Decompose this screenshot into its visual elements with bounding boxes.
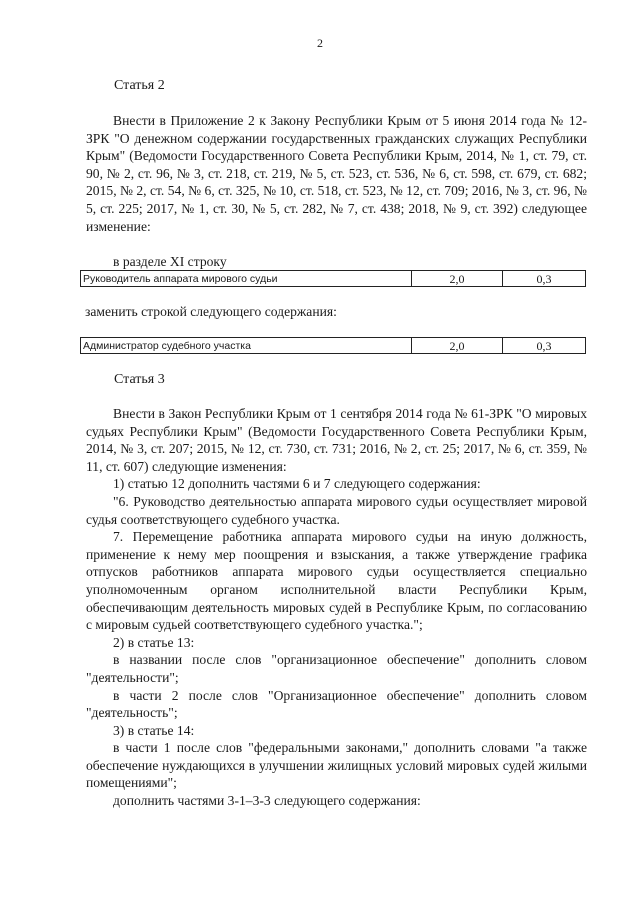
article-3-paragraph: 2) в статье 13: [113,634,195,650]
table-row [81,271,586,287]
article-2-heading: Статья 2 [114,78,165,93]
new-value1-cell: 2,0 [412,338,503,354]
article-3-paragraph: 1) статью 12 дополнить частями 6 и 7 следующего содержания: [113,476,481,492]
article-3-heading: Статья 3 [114,372,165,387]
article-3-paragraph: в названии после слов "организационное обеспечение" дополнить словом "деятельности"; [86,652,587,685]
article-3-body [86,405,587,810]
new-row-table [80,337,586,354]
table-row [81,338,586,354]
old-row-table [80,270,586,287]
old-position-cell: Руководитель аппарата мирового судьи [81,271,412,287]
article-3-paragraph: 7. Перемещение работника аппарата мирового судьи на иную должность, применение к нему мер поощрения и взыскания, а также утверждение графика отпусков работников аппарата мирового судьи осуществляется специально уполномоченным органом исполнительной власти Республики Крым, обеспечивающим деятельность мировых судей в Республике Крым, по согласованию с мировым судьей соответствующего судебного участка."; [86,529,587,633]
article-3-paragraph: 3) в статье 14: [113,722,195,738]
section-line: в разделе XI строку [113,254,227,269]
old-value2-cell: 0,3 [503,271,586,287]
replace-line: заменить строкой следующего содержания: [85,304,337,319]
article-2-paragraph: Внести в Приложение 2 к Закону Республики Крым от 5 июня 2014 года № 12-ЗРК "О денежном содержании государственных гражданских служащих Республики Крым" (Ведомости Государственного Совета Республики Крым, 2014, № 1, ст. 79, ст. 90, № 2, ст. 96, № 3, ст. 218, ст. 219, № 5, ст. 523, ст. 536, № 6, ст. 598, ст. 679, ст. 682; 2015, № 2, ст. 54, № 6, ст. 325, № 10, ст. 518, ст. 523, № 12, ст. 709; 2016, № 3, ст. 96, № 5, ст. 225; 2017, № 1, ст. 30, № 5, ст. 282, № 7, ст. 438; 2018, № 9, ст. 392) следующее изменение: [86,113,587,234]
article-3-paragraph: Внести в Закон Республики Крым от 1 сентября 2014 года № 61-ЗРК "О мировых судьях Республики Крым" (Ведомости Государственного Совета Республики Крым, 2014, № 3, ст. 207; 2015, № 12, ст. 730, ст. 731; 2016, № 2, ст. 25; 2017, № 6, ст. 359, № 11, ст. 607) следующие изменения: [86,406,587,474]
new-position-cell: Администратор судебного участка [81,338,412,354]
article-3-paragraph: "6. Руководство деятельностью аппарата мирового судьи осуществляет мировой судья соответствующего судебного участка. [86,493,587,527]
page-number: 2 [317,36,323,50]
article-3-paragraph: в части 2 после слов "Организационное обеспечение" дополнить словом "деятельность"; [86,687,587,721]
article-3-paragraph: в части 1 после слов "федеральными законами," дополнить словами "а также обеспечение нуждающихся в улучшении жилищных условий мировых судей жилыми помещениями"; [86,740,587,791]
new-value2-cell: 0,3 [503,338,586,354]
article-3-paragraph: дополнить частями 3-1–3-3 следующего содержания: [113,793,421,809]
article-2-body [86,112,587,235]
old-value1-cell: 2,0 [412,271,503,287]
